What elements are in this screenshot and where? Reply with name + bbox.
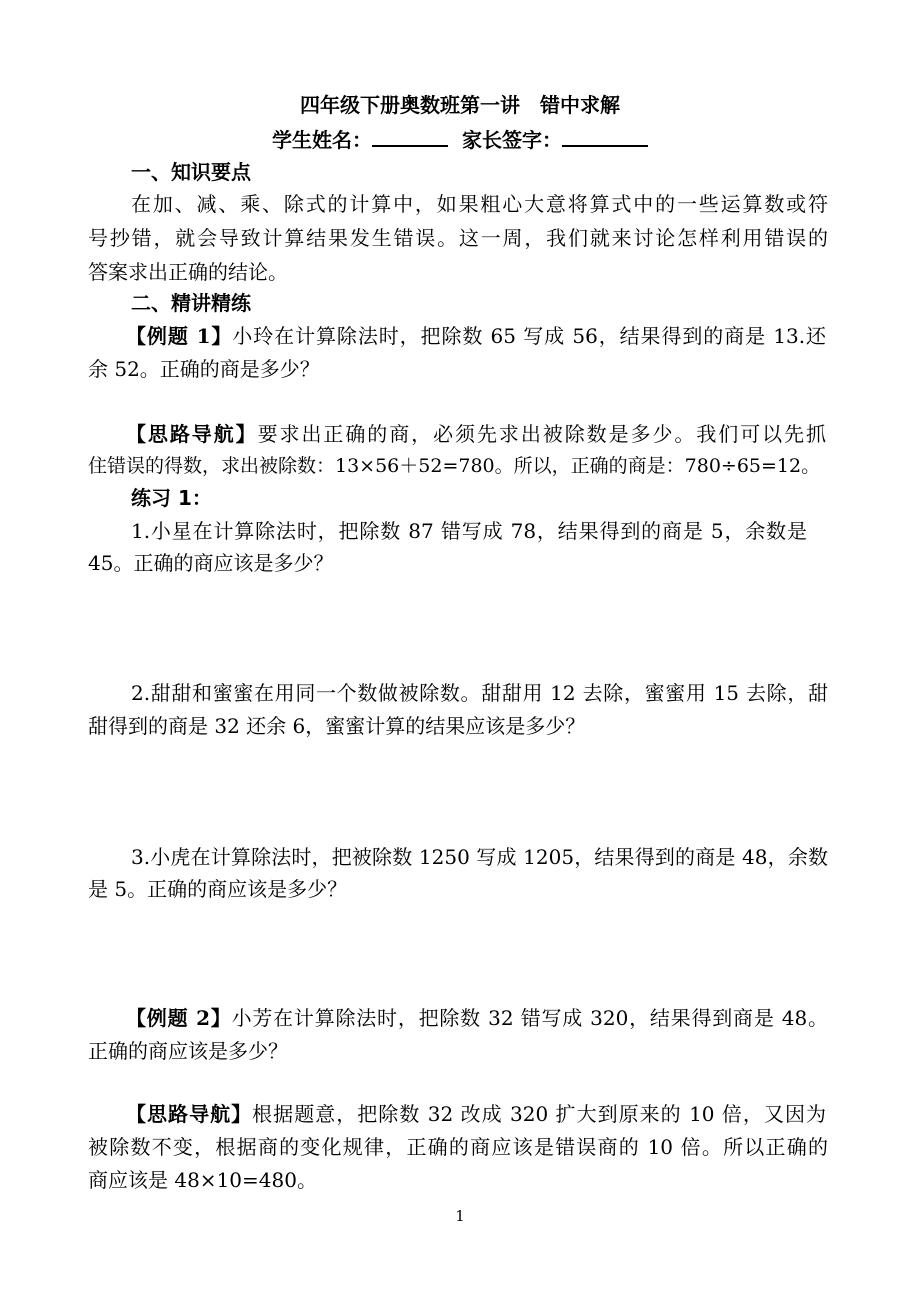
practice-1-heading: 练习 1： — [131, 486, 212, 510]
page-number: 1 — [455, 1207, 465, 1225]
hint-2-line — [126, 1104, 826, 1124]
parent-signature-label: 家长签字： — [462, 128, 562, 152]
example-1-line — [126, 326, 826, 346]
practice-question-1: 1.小星在计算除法时，把除数 87 错写成 78，结果得到的商是 5，余数是 — [131, 519, 807, 543]
name-signature-line — [0, 129, 920, 150]
section-heading-practice: 二、精讲精练 — [131, 291, 251, 315]
student-name-blank — [372, 129, 448, 147]
knowledge-paragraph-line: 答案求出正确的结论。 — [88, 260, 288, 284]
knowledge-paragraph-line: 在加、减、乘、除式的计算中，如果粗心大意将算式中的一些运算数或符 — [131, 192, 828, 216]
parent-signature-blank — [562, 129, 648, 147]
example-2-tag: 【例题 2】 — [126, 1006, 232, 1030]
hint-1-line: 住错误的得数，求出被除数：13×56＋52=780。所以，正确的商是：780÷65=12。 — [88, 455, 821, 477]
example-1-tag: 【例题 1】 — [126, 324, 233, 348]
example-2-line: 正确的商应该是多少？ — [88, 1039, 288, 1063]
hint-2-line: 被除数不变，根据商的变化规律，正确的商应该是错误商的 10 倍。所以正确的 — [88, 1135, 828, 1159]
hint-2-line: 商应该是 48×10=480。 — [88, 1168, 317, 1192]
knowledge-paragraph-line: 号抄错，就会导致计算结果发生错误。这一周，我们就来讨论怎样利用错误的 — [88, 226, 828, 250]
practice-question-2: 2.甜甜和蜜蜜在用同一个数做被除数。甜甜用 12 去除，蜜蜜用 15 去除，甜 — [131, 681, 828, 705]
hint-1-text: 要求出正确的商，必须先求出被除数是多少。我们可以先抓 — [257, 422, 827, 446]
hint-2-text: 根据题意，把除数 32 改成 320 扩大到原来的 10 倍，又因为 — [252, 1102, 827, 1126]
example-1-line: 余 52。正确的商是多少？ — [88, 357, 320, 381]
hint-1-line — [126, 424, 826, 444]
example-2-line — [126, 1008, 828, 1028]
example-2-text: 小芳在计算除法时，把除数 32 错写成 320，结果得到商是 48。 — [231, 1006, 828, 1030]
practice-question-3: 3.小虎在计算除法时，把被除数 1250 写成 1205，结果得到的商是 48，余数 — [131, 845, 828, 869]
hint-2-tag: 【思路导航】 — [126, 1102, 253, 1126]
practice-question-2: 甜得到的商是 32 还余 6，蜜蜜计算的结果应该是多少？ — [88, 714, 586, 738]
practice-question-3: 是 5。正确的商应该是多少？ — [88, 877, 348, 901]
document-title: 四年级下册奥数班第一讲 错中求解 — [300, 93, 620, 117]
hint-1-tag: 【思路导航】 — [126, 422, 258, 446]
practice-question-1: 45。正确的商应该是多少？ — [88, 551, 334, 575]
student-name-label: 学生姓名： — [272, 128, 372, 152]
section-heading-knowledge: 一、知识要点 — [131, 160, 251, 184]
example-1-text: 小玲在计算除法时，把除数 65 写成 56，结果得到的商是 13.还 — [232, 324, 826, 348]
